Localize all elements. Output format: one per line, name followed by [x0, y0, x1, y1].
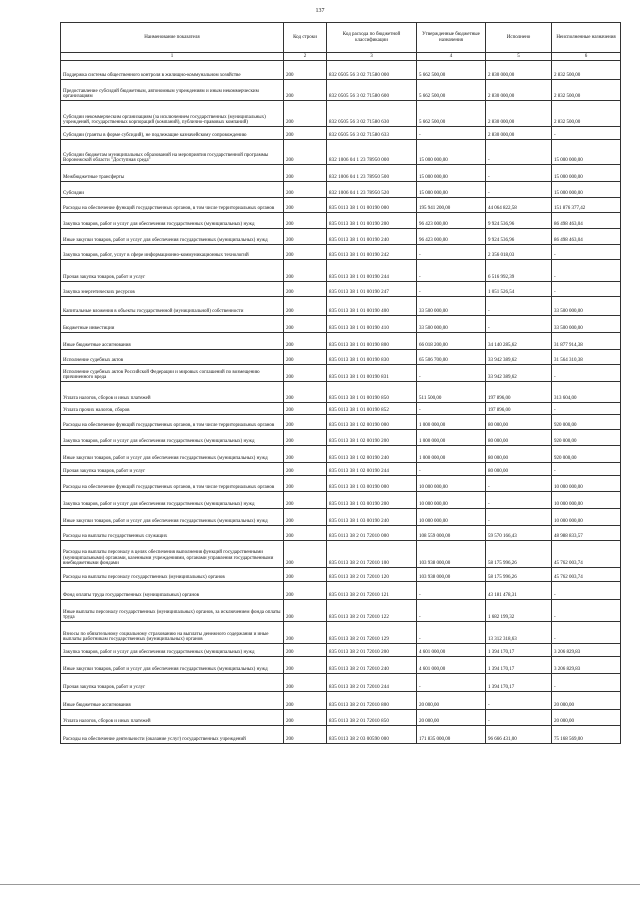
row-name: Поддержка системы общественного контроля в жилищно-коммунальном хозяйстве	[61, 61, 284, 80]
row-unexecuted-amount: 920 000,00	[552, 430, 621, 446]
header-executed: Исполнено	[486, 23, 552, 53]
row-code: 200	[284, 198, 327, 213]
table-row	[61, 403, 621, 415]
row-approved-amount: -	[417, 674, 486, 692]
row-unexecuted-amount: 33 500 000,00	[552, 297, 621, 316]
row-executed-amount: 197 896,00	[486, 403, 552, 415]
row-executed-amount: 1 394 170,17	[486, 644, 552, 657]
row-unexecuted-amount: 31 564 310,38	[552, 350, 621, 365]
row-executed-amount: 9 924 536,96	[486, 229, 552, 245]
table-body	[61, 61, 621, 744]
table-row	[61, 657, 621, 674]
row-classification-code: 832 0505 56 3 02 71580 000	[327, 61, 417, 80]
row-name: Уплата налогов, сборов и иных платежей	[61, 710, 284, 726]
row-unexecuted-amount: 2 832 500,00	[552, 101, 621, 127]
table-row	[61, 430, 621, 446]
row-unexecuted-amount: 2 832 500,00	[552, 80, 621, 101]
row-approved-amount: 5 662 500,00	[417, 80, 486, 101]
row-name: Иные бюджетные ассигнования	[61, 692, 284, 710]
row-code: 200	[284, 600, 327, 622]
header-classification: Код расхода по бюджетной классификации	[327, 23, 417, 53]
row-executed-amount: 197 896,00	[486, 382, 552, 403]
column-number: 2	[284, 53, 327, 61]
table-row	[61, 644, 621, 657]
row-classification-code: 835 0113 38 2 01 72010 120	[327, 568, 417, 582]
row-approved-amount: -	[417, 622, 486, 644]
row-name: Исполнение судебных актов	[61, 350, 284, 365]
row-executed-amount: -	[486, 140, 552, 165]
row-code: 200	[284, 245, 327, 260]
row-approved-amount: -	[417, 245, 486, 260]
row-unexecuted-amount: -	[552, 674, 621, 692]
row-unexecuted-amount: -	[552, 463, 621, 476]
row-unexecuted-amount: 151 876 377,42	[552, 198, 621, 213]
row-unexecuted-amount: 20 000,00	[552, 692, 621, 710]
row-approved-amount: 5 662 500,00	[417, 61, 486, 80]
row-approved-amount: 33 500 000,00	[417, 316, 486, 333]
row-classification-code: 835 0113 38 1 01 00190 850	[327, 382, 417, 403]
row-classification-code: 835 0113 38 1 02 00190 200	[327, 430, 417, 446]
table-row	[61, 726, 621, 744]
table-row	[61, 198, 621, 213]
page-bottom-rule	[0, 884, 640, 885]
row-executed-amount: 2 830 000,00	[486, 127, 552, 140]
row-executed-amount: 96 666 431,00	[486, 726, 552, 744]
row-executed-amount: 80 000,00	[486, 415, 552, 430]
row-code: 200	[284, 61, 327, 80]
row-approved-amount: 10 000 000,00	[417, 492, 486, 509]
table-row	[61, 229, 621, 245]
row-classification-code: 835 0113 38 1 03 00190 200	[327, 492, 417, 509]
row-executed-amount: 2 830 000,00	[486, 80, 552, 101]
row-approved-amount: -	[417, 600, 486, 622]
table-row	[61, 446, 621, 463]
row-code: 200	[284, 101, 327, 127]
row-code: 200	[284, 492, 327, 509]
row-unexecuted-amount: -	[552, 127, 621, 140]
row-unexecuted-amount: 31 877 914,38	[552, 333, 621, 350]
row-classification-code: 835 0113 38 1 02 00190 240	[327, 446, 417, 463]
row-executed-amount: 2 830 000,00	[486, 61, 552, 80]
row-unexecuted-amount: 2 832 500,00	[552, 61, 621, 80]
row-classification-code: 835 0113 38 1 01 00190 244	[327, 260, 417, 282]
row-code: 200	[284, 182, 327, 198]
row-executed-amount: 80 000,00	[486, 430, 552, 446]
row-code: 200	[284, 80, 327, 101]
row-name: Капитальные вложения в объекты государственной (муниципальной) собственности	[61, 297, 284, 316]
row-name: Субсидии бюджетам муниципальных образований на мероприятия государственной программы Воронежской области "Доступная среда"	[61, 140, 284, 165]
row-code: 200	[284, 692, 327, 710]
row-classification-code: 835 0113 38 1 02 00190 244	[327, 463, 417, 476]
row-name: Прочая закупка товаров, работ и услуг	[61, 674, 284, 692]
row-code: 200	[284, 260, 327, 282]
row-code: 200	[284, 674, 327, 692]
row-approved-amount: 5 662 500,00	[417, 101, 486, 127]
row-unexecuted-amount: 313 604,00	[552, 382, 621, 403]
row-name: Уплата прочих налогов, сборов	[61, 403, 284, 415]
row-name: Исполнение судебных актов Российской Федерации и мировых соглашений по возмещению причиненного вреда	[61, 365, 284, 382]
row-classification-code: 835 0113 38 2 01 72010 129	[327, 622, 417, 644]
row-unexecuted-amount: 920 000,00	[552, 415, 621, 430]
row-name: Иные закупки товаров, работ и услуг для обеспечения государственных (муниципальных) нужд	[61, 657, 284, 674]
row-name: Закупка товаров, работ и услуг для обеспечения государственных (муниципальных) нужд	[61, 492, 284, 509]
row-executed-amount: -	[486, 316, 552, 333]
column-number: 5	[486, 53, 552, 61]
row-code: 200	[284, 446, 327, 463]
table-row	[61, 245, 621, 260]
row-executed-amount: 9 924 536,96	[486, 213, 552, 229]
table-row	[61, 365, 621, 382]
row-executed-amount: -	[486, 692, 552, 710]
row-executed-amount: 1 394 170,17	[486, 674, 552, 692]
row-name: Иные выплаты персоналу государственных (муниципальных) органов, за исключением фонда оплаты труда	[61, 600, 284, 622]
row-code: 200	[284, 213, 327, 229]
table-row	[61, 492, 621, 509]
table-row	[61, 382, 621, 403]
table-row	[61, 80, 621, 101]
table-row	[61, 127, 621, 140]
column-number: 4	[417, 53, 486, 61]
row-name: Расходы на обеспечение функций государственных органов, в том числе территориальных органов	[61, 415, 284, 430]
row-approved-amount: 15 000 000,00	[417, 140, 486, 165]
row-classification-code: 835 0113 38 2 01 72010 122	[327, 600, 417, 622]
budget-execution-table	[60, 22, 621, 744]
row-executed-amount: 80 000,00	[486, 463, 552, 476]
row-executed-amount: 2 356 018,03	[486, 245, 552, 260]
row-code: 200	[284, 568, 327, 582]
row-unexecuted-amount: 3 206 829,83	[552, 644, 621, 657]
row-approved-amount: 4 601 000,00	[417, 644, 486, 657]
row-unexecuted-amount: 86 498 463,04	[552, 213, 621, 229]
row-code: 200	[284, 165, 327, 182]
row-executed-amount: -	[486, 165, 552, 182]
table-row	[61, 61, 621, 80]
row-code: 200	[284, 403, 327, 415]
table-row	[61, 140, 621, 165]
row-code: 200	[284, 582, 327, 600]
row-unexecuted-amount: 20 000,00	[552, 710, 621, 726]
row-classification-code: 832 0505 56 3 02 71580 630	[327, 101, 417, 127]
row-name: Расходы на выплаты персоналу государственных (муниципальных) органов	[61, 568, 284, 582]
table-row	[61, 415, 621, 430]
row-classification-code: 832 1006 04 1 23 78950 000	[327, 140, 417, 165]
row-code: 200	[284, 622, 327, 644]
row-approved-amount: 96 423 000,00	[417, 213, 486, 229]
row-executed-amount: 1 051 526,54	[486, 282, 552, 297]
row-approved-amount: 15 000 000,00	[417, 165, 486, 182]
column-number: 1	[61, 53, 284, 61]
row-approved-amount: 20 000,00	[417, 710, 486, 726]
row-executed-amount: -	[486, 710, 552, 726]
table-row	[61, 582, 621, 600]
row-unexecuted-amount: -	[552, 403, 621, 415]
row-classification-code: 835 0113 38 2 01 72010 200	[327, 644, 417, 657]
table-row	[61, 476, 621, 492]
row-approved-amount: 171 835 000,00	[417, 726, 486, 744]
table-row	[61, 710, 621, 726]
row-approved-amount: 4 601 000,00	[417, 657, 486, 674]
row-classification-code: 835 0113 38 2 01 72010 244	[327, 674, 417, 692]
row-code: 200	[284, 541, 327, 568]
row-classification-code: 835 0113 38 2 01 72010 100	[327, 541, 417, 568]
row-code: 200	[284, 430, 327, 446]
row-name: Фонд оплаты труда государственных (муниципальных) органов	[61, 582, 284, 600]
table-row	[61, 692, 621, 710]
row-executed-amount: 33 942 389,62	[486, 350, 552, 365]
row-code: 200	[284, 657, 327, 674]
column-number: 3	[327, 53, 417, 61]
row-name: Субсидии некоммерческим организациям (за исключением государственных (муниципальных) учреждений, государственных корпораций (компаний), публично-правовых компаний)	[61, 101, 284, 127]
row-approved-amount: -	[417, 582, 486, 600]
row-code: 200	[284, 229, 327, 245]
row-name: Иные бюджетные ассигнования	[61, 333, 284, 350]
page-number: 137	[315, 8, 325, 14]
row-name: Расходы на обеспечение функций государственных органов, в том числе территориальных органов	[61, 198, 284, 213]
row-unexecuted-amount: -	[552, 260, 621, 282]
header-approved: Утвержденные бюджетные назначения	[417, 23, 486, 53]
row-executed-amount: -	[486, 476, 552, 492]
row-approved-amount: 1 000 000,00	[417, 446, 486, 463]
row-classification-code: 835 0113 38 2 03 00590 000	[327, 726, 417, 744]
row-approved-amount: 103 938 000,00	[417, 568, 486, 582]
row-approved-amount: 15 000 000,00	[417, 182, 486, 198]
header-row	[61, 23, 621, 53]
row-name: Предоставление субсидий бюджетным, автономным учреждениям и иным некоммерческим организациям	[61, 80, 284, 101]
row-unexecuted-amount: 48 988 833,57	[552, 526, 621, 541]
row-classification-code: 832 1006 04 1 23 78950 500	[327, 165, 417, 182]
row-approved-amount: 20 000,00	[417, 692, 486, 710]
row-classification-code: 835 0113 38 1 01 00190 852	[327, 403, 417, 415]
row-name: Субсидии (гранты в форме субсидий), не подлежащие казначейскому сопровождению	[61, 127, 284, 140]
row-name: Закупка товаров, работ и услуг для обеспечения государственных (муниципальных) нужд	[61, 213, 284, 229]
row-classification-code: 835 0113 38 1 02 00190 000	[327, 415, 417, 430]
row-executed-amount: 58 175 996,26	[486, 568, 552, 582]
row-name: Иные закупки товаров, работ и услуг для обеспечения государственных (муниципальных) нужд	[61, 229, 284, 245]
row-approved-amount: -	[417, 282, 486, 297]
row-unexecuted-amount: 15 000 000,00	[552, 165, 621, 182]
row-unexecuted-amount: -	[552, 282, 621, 297]
row-code: 200	[284, 509, 327, 526]
row-code: 200	[284, 365, 327, 382]
table-row	[61, 600, 621, 622]
row-name: Иные закупки товаров, работ и услуг для обеспечения государственных (муниципальных) нужд	[61, 509, 284, 526]
row-unexecuted-amount: 75 168 569,00	[552, 726, 621, 744]
row-name: Расходы на обеспечение функций государственных органов, в том числе территориальных органов	[61, 476, 284, 492]
row-approved-amount: 1 000 000,00	[417, 415, 486, 430]
row-name: Прочая закупка товаров, работ и услуг	[61, 260, 284, 282]
row-unexecuted-amount: 10 000 000,00	[552, 492, 621, 509]
row-classification-code: 832 1006 04 1 23 78950 520	[327, 182, 417, 198]
row-classification-code: 835 0113 38 1 01 00190 200	[327, 213, 417, 229]
row-classification-code: 835 0113 38 1 01 00190 830	[327, 350, 417, 365]
row-executed-amount: 1 682 199,32	[486, 600, 552, 622]
row-executed-amount: 13 312 318,63	[486, 622, 552, 644]
table-row	[61, 260, 621, 282]
row-code: 200	[284, 463, 327, 476]
row-approved-amount: 511 500,00	[417, 382, 486, 403]
row-unexecuted-amount: 15 000 000,00	[552, 140, 621, 165]
row-code: 200	[284, 476, 327, 492]
row-approved-amount: 103 938 000,00	[417, 541, 486, 568]
row-code: 200	[284, 526, 327, 541]
row-name: Субсидии	[61, 182, 284, 198]
row-classification-code: 832 0505 56 3 02 71580 633	[327, 127, 417, 140]
table-row	[61, 101, 621, 127]
row-executed-amount: -	[486, 509, 552, 526]
row-executed-amount: 80 000,00	[486, 446, 552, 463]
row-name: Закупка энергетических ресурсов	[61, 282, 284, 297]
row-executed-amount: 34 140 285,62	[486, 333, 552, 350]
row-name: Закупка товаров, работ и услуг для обеспечения государственных (муниципальных) нужд	[61, 644, 284, 657]
row-unexecuted-amount: 920 000,00	[552, 446, 621, 463]
row-code: 200	[284, 382, 327, 403]
header-unexecuted: Неисполненные назначения	[552, 23, 621, 53]
row-approved-amount: 65 506 700,00	[417, 350, 486, 365]
row-classification-code: 835 0113 38 2 01 72010 850	[327, 710, 417, 726]
row-code: 200	[284, 726, 327, 744]
row-code: 200	[284, 316, 327, 333]
row-approved-amount: 1 000 000,00	[417, 430, 486, 446]
row-name: Межбюджетные трансферты	[61, 165, 284, 182]
header-code: Код строки	[284, 23, 327, 53]
row-name: Прочая закупка товаров, работ и услуг	[61, 463, 284, 476]
row-approved-amount: -	[417, 260, 486, 282]
row-name: Расходы на выплаты персоналу в целях обеспечения выполнения функций государственными (муниципальными) органами, казенными учреждениями, органами управления государственными внебюджетными фондами	[61, 541, 284, 568]
row-executed-amount: 33 942 389,62	[486, 365, 552, 382]
row-approved-amount: 96 423 000,00	[417, 229, 486, 245]
row-approved-amount: 108 559 000,00	[417, 526, 486, 541]
row-name: Расходы на выплаты государственных служащих	[61, 526, 284, 541]
row-unexecuted-amount: -	[552, 622, 621, 644]
column-number-row	[61, 53, 621, 61]
row-unexecuted-amount: -	[552, 365, 621, 382]
row-approved-amount: 195 941 200,00	[417, 198, 486, 213]
column-number: 6	[552, 53, 621, 61]
row-approved-amount: -	[417, 403, 486, 415]
row-classification-code: 835 0113 38 1 01 00190 831	[327, 365, 417, 382]
row-name: Уплата налогов, сборов и иных платежей	[61, 382, 284, 403]
row-approved-amount: 33 500 000,00	[417, 297, 486, 316]
row-name: Закупка товаров, работ, услуг в сфере информационно-коммуникационных технологий	[61, 245, 284, 260]
row-classification-code: 835 0113 38 1 01 00190 400	[327, 297, 417, 316]
table-row	[61, 509, 621, 526]
row-classification-code: 835 0113 38 2 01 72010 800	[327, 692, 417, 710]
table-row	[61, 463, 621, 476]
row-approved-amount: 66 018 200,00	[417, 333, 486, 350]
row-classification-code: 835 0113 38 2 01 72010 240	[327, 657, 417, 674]
row-executed-amount: 1 394 170,17	[486, 657, 552, 674]
row-executed-amount: 6 516 992,39	[486, 260, 552, 282]
table-row	[61, 541, 621, 568]
row-executed-amount: -	[486, 492, 552, 509]
row-name: Закупка товаров, работ и услуг для обеспечения государственных (муниципальных) нужд	[61, 430, 284, 446]
table-row	[61, 526, 621, 541]
row-approved-amount: 10 000 000,00	[417, 476, 486, 492]
row-unexecuted-amount: -	[552, 582, 621, 600]
row-unexecuted-amount: -	[552, 600, 621, 622]
row-code: 200	[284, 282, 327, 297]
table-row	[61, 182, 621, 198]
row-unexecuted-amount: 45 762 003,74	[552, 568, 621, 582]
row-executed-amount: -	[486, 182, 552, 198]
row-code: 200	[284, 333, 327, 350]
row-code: 200	[284, 644, 327, 657]
row-classification-code: 835 0113 38 1 01 00190 242	[327, 245, 417, 260]
row-classification-code: 835 0113 38 2 01 72010 121	[327, 582, 417, 600]
row-code: 200	[284, 415, 327, 430]
row-approved-amount: 10 000 000,00	[417, 509, 486, 526]
row-approved-amount: -	[417, 463, 486, 476]
row-unexecuted-amount: 86 498 463,04	[552, 229, 621, 245]
row-classification-code: 835 0113 38 1 03 00190 240	[327, 509, 417, 526]
row-executed-amount: 59 570 166,43	[486, 526, 552, 541]
row-code: 200	[284, 297, 327, 316]
table-row	[61, 165, 621, 182]
row-executed-amount: -	[486, 297, 552, 316]
table-row	[61, 297, 621, 316]
row-unexecuted-amount: 3 206 829,83	[552, 657, 621, 674]
table-row	[61, 316, 621, 333]
row-code: 200	[284, 127, 327, 140]
row-executed-amount: 43 181 478,31	[486, 582, 552, 600]
row-classification-code: 835 0113 38 1 01 00190 410	[327, 316, 417, 333]
row-executed-amount: 44 064 822,58	[486, 198, 552, 213]
table-row	[61, 282, 621, 297]
row-unexecuted-amount: -	[552, 245, 621, 260]
row-executed-amount: 2 830 000,00	[486, 101, 552, 127]
row-approved-amount: -	[417, 127, 486, 140]
row-unexecuted-amount: 45 762 003,74	[552, 541, 621, 568]
table-row	[61, 622, 621, 644]
row-name: Расходы на обеспечение деятельности (оказание услуг) государственных учреждений	[61, 726, 284, 744]
header-name: Наименование показателя	[61, 23, 284, 53]
row-classification-code: 835 0113 38 1 01 00190 240	[327, 229, 417, 245]
row-name: Бюджетные инвестиции	[61, 316, 284, 333]
row-classification-code: 835 0113 38 2 01 72010 000	[327, 526, 417, 541]
row-name: Иные закупки товаров, работ и услуг для обеспечения государственных (муниципальных) нужд	[61, 446, 284, 463]
row-classification-code: 835 0113 38 1 03 00190 000	[327, 476, 417, 492]
row-unexecuted-amount: 10 000 000,00	[552, 476, 621, 492]
row-classification-code: 835 0113 38 1 01 00190 247	[327, 282, 417, 297]
table-row	[61, 674, 621, 692]
row-executed-amount: 58 175 996,26	[486, 541, 552, 568]
row-unexecuted-amount: 33 500 000,00	[552, 316, 621, 333]
table-row	[61, 213, 621, 229]
row-code: 200	[284, 350, 327, 365]
table-row	[61, 568, 621, 582]
row-classification-code: 835 0113 38 1 01 00190 000	[327, 198, 417, 213]
row-name: Взносы по обязательному социальному страхованию на выплаты денежного содержания и иные выплаты работникам государственных (муниципальных) органов	[61, 622, 284, 644]
row-code: 200	[284, 140, 327, 165]
row-classification-code: 835 0113 38 1 01 00190 800	[327, 333, 417, 350]
table-row	[61, 350, 621, 365]
row-approved-amount: -	[417, 365, 486, 382]
table-row	[61, 333, 621, 350]
row-code: 200	[284, 710, 327, 726]
row-classification-code: 832 0505 56 3 02 71580 600	[327, 80, 417, 101]
row-unexecuted-amount: 15 000 000,00	[552, 182, 621, 198]
row-unexecuted-amount: 10 000 000,00	[552, 509, 621, 526]
